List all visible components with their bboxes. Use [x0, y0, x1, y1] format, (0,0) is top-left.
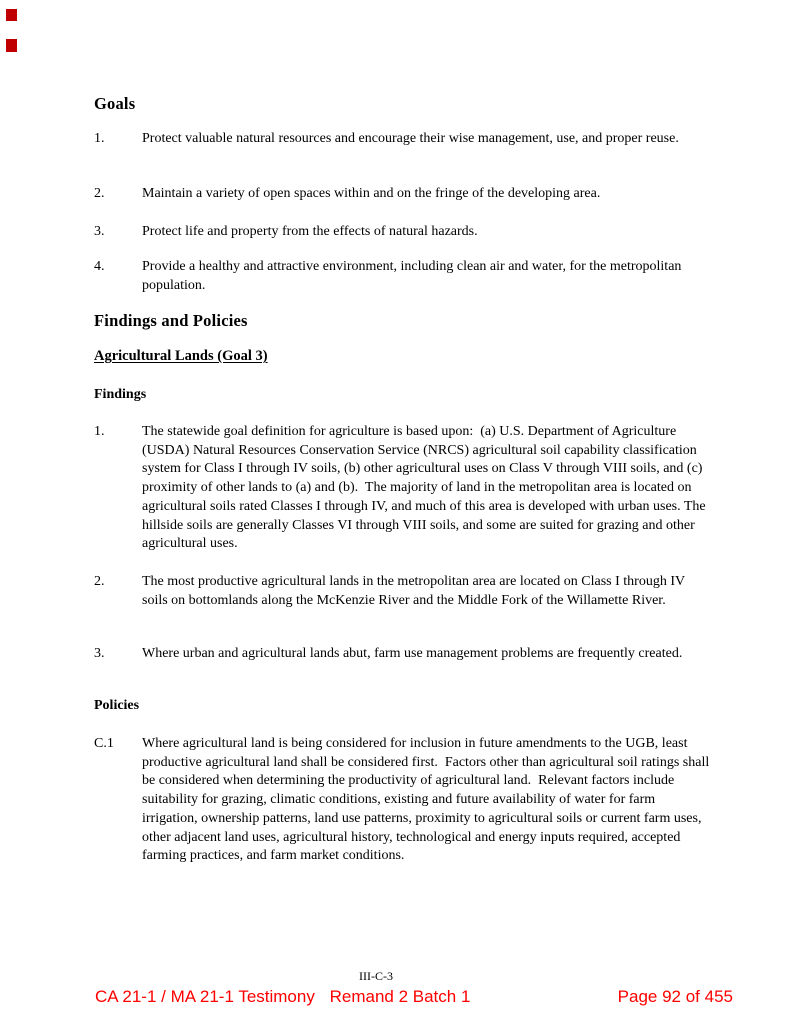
goals-heading: Goals [94, 94, 136, 113]
policy-item-number: C.1 [94, 736, 114, 751]
goal-item-number: 4. [94, 259, 105, 274]
goal-item-2 [94, 185, 714, 204]
goal-item-number: 3. [94, 224, 105, 239]
findings-subheading: Findings [94, 387, 147, 402]
goal-item-number: 1. [94, 131, 105, 146]
finding-item-2 [94, 573, 714, 610]
agricultural-lands-heading: Agricultural Lands (Goal 3) [94, 348, 268, 364]
finding-item-3 [94, 645, 714, 664]
footer-page-number-stamp: Page 92 of 455 [617, 987, 733, 1006]
goal-item-text: Protect life and property from the effects of natural hazards. [142, 224, 478, 239]
finding-item-number: 3. [94, 646, 105, 661]
finding-item-text: The statewide goal definition for agriculture is based upon: (a) U.S. Department of Agriculture (USDA) Natural Resources Conservation Service (NRCS) agricultural soil capability classification system for Class I through IV soils, (b) other agricultural uses on Class V through VIII soils, and (c) proximity of other lands to (a) and (b). The majority of land in the metropolitan area is located on agricultural soils rated Classes I through IV, and much of this area is developed with urban uses. The hillside soils are generally Classes VI through VIII soils, and some are suited for grazing and other agricultural uses. [142, 424, 710, 552]
policy-item-text: Where agricultural land is being considered for inclusion in future amendments to the UGB, least productive agricultural land shall be considered first. Factors other than agricultural soil ratings shall be considered when determining the productivity of agricultural land. Relevant factors include suitability for grazing, climatic conditions, existing and future availability of water for farm irrigation, ownership patterns, land use patterns, proximity to agricultural soils or current farm uses, other adjacent land uses, agricultural history, technological and energy inputs required, accepted farming practices, and farm market conditions. [142, 736, 713, 864]
finding-item-number: 2. [94, 574, 105, 589]
goal-item-text: Maintain a variety of open spaces within and on the fringe of the developing area. [142, 186, 601, 201]
footer-batch-stamp: Remand 2 Batch 1 [329, 987, 471, 1006]
finding-item-number: 1. [94, 424, 105, 439]
red-annotation-mark [6, 39, 17, 52]
goal-item-number: 2. [94, 186, 105, 201]
policy-item-c1 [94, 735, 714, 866]
finding-item-text: The most productive agricultural lands in the metropolitan area are located on Class I through IV soils on bottomlands along the McKenzie River and the Middle Fork of the Willamette River. [142, 574, 689, 608]
finding-item-1 [94, 423, 714, 554]
goal-item-text: Protect valuable natural resources and encourage their wise management, use, and proper reuse. [142, 131, 679, 146]
goal-item-text: Provide a healthy and attractive environment, including clean air and water, for the metropolitan population. [142, 259, 685, 293]
red-annotation-mark [6, 9, 17, 21]
finding-item-text: Where urban and agricultural lands abut, farm use management problems are frequently created. [142, 646, 683, 661]
goal-item-4 [94, 258, 714, 295]
findings-and-policies-heading: Findings and Policies [94, 311, 248, 330]
footer-testimony-stamp: CA 21-1 / MA 21-1 Testimony [95, 987, 315, 1006]
goal-item-1 [94, 130, 714, 149]
footer-section-page-number: III-C-3 [359, 969, 393, 983]
goal-item-3 [94, 223, 714, 242]
policies-subheading: Policies [94, 698, 140, 713]
